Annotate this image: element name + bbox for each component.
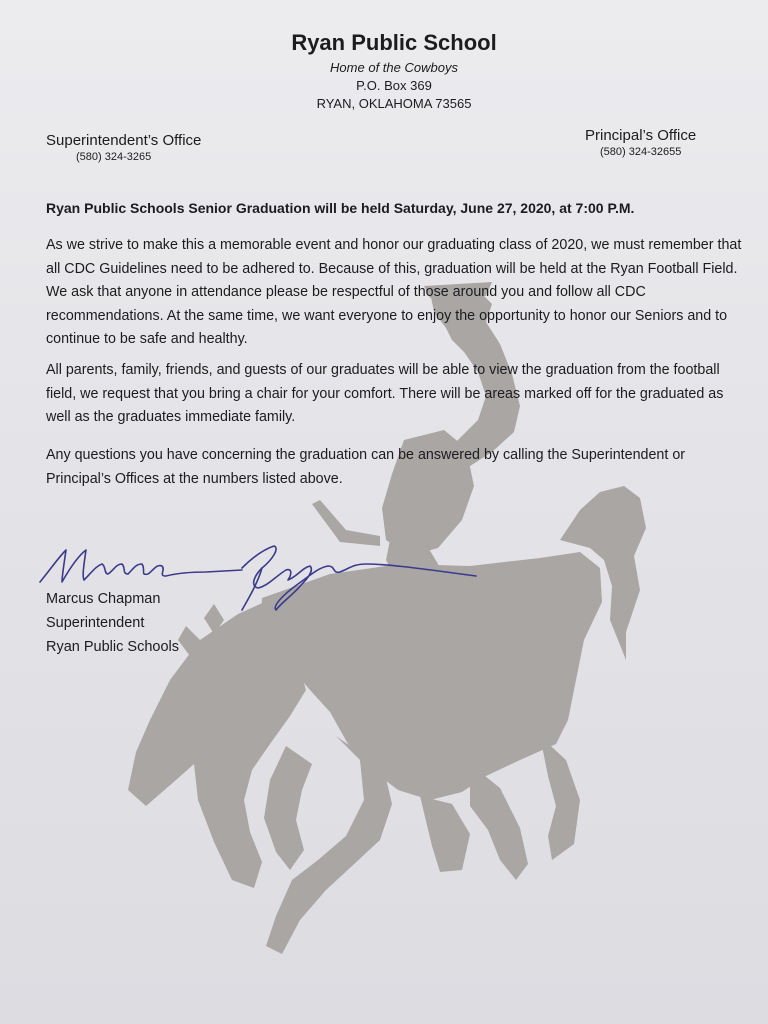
body-paragraph-questions: Any questions you have concerning the graduation can be answered by calling the Superintendent or Principal’s Offices at the numbers listed above. bbox=[46, 447, 686, 487]
body-paragraph-viewing: All parents, family, friends, and guests of our graduates will be able to view the graduation from the football field, we request that you bring a chair for your comfort. There will be areas marked off for the graduated as well as the graduates immediate family. bbox=[46, 362, 724, 425]
signer-title: Superintendent bbox=[46, 615, 145, 631]
principal-office-phone: (580) 324-32655 bbox=[600, 146, 682, 158]
signer-name: Marcus Chapman bbox=[46, 591, 161, 607]
city-state-zip: RYAN, OKLAHOMA 73565 bbox=[316, 96, 472, 111]
school-name: Ryan Public School bbox=[291, 30, 497, 55]
body-paragraph-cdc-guidelines: As we strive to make this a memorable event and honor our graduating class of 2020, we must remember that all CDC Guidelines need to be adhered to. Because of this, graduation will be held at the Ryan Football Field. We ask that anyone in attendance please be respectful of those around you and follow all CDC recommendations. At the same time, we want everyone to enjoy the opportunity to honor our Seniors and to continue to be safe and healthy. bbox=[46, 237, 742, 347]
graduation-announcement-headline: Ryan Public Schools Senior Graduation will be held Saturday, June 27, 2020, at 7:00 P.M. bbox=[46, 200, 635, 216]
superintendent-office-label: Superintendent’s Office bbox=[46, 132, 202, 149]
superintendent-office-phone: (580) 324-3265 bbox=[76, 151, 152, 163]
school-motto: Home of the Cowboys bbox=[330, 60, 458, 75]
signer-organization: Ryan Public Schools bbox=[46, 639, 179, 655]
principal-office-label: Principal’s Office bbox=[585, 127, 697, 144]
po-box: P.O. Box 369 bbox=[356, 78, 432, 93]
